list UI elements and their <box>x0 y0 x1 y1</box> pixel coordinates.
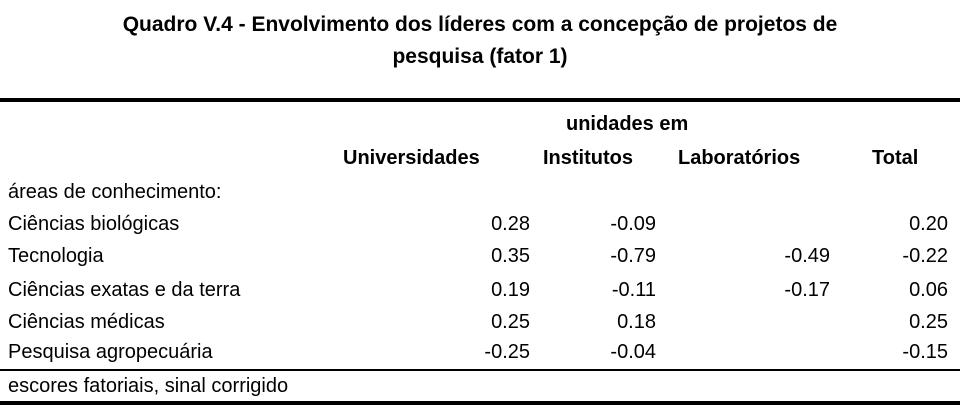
cell-laboratorios: -0.49 <box>784 245 830 267</box>
cell-universidades: 0.35 <box>491 245 530 267</box>
cell-laboratorios: -0.17 <box>784 279 830 301</box>
cell-universidades: 0.28 <box>491 213 530 235</box>
cell-total: 0.20 <box>909 213 948 235</box>
top-rule <box>0 98 960 102</box>
row-label: Tecnologia <box>8 245 104 267</box>
cell-institutos: -0.04 <box>610 341 656 363</box>
column-header-laboratorios: Laboratórios <box>678 147 801 169</box>
column-group-header: unidades em <box>566 113 689 135</box>
row-label: Ciências biológicas <box>8 213 180 235</box>
table-title-line-2: pesquisa (fator 1) <box>392 45 568 68</box>
footnote: escores fatoriais, sinal corrigido <box>8 375 289 397</box>
footnote-rule <box>0 369 960 371</box>
row-label: Ciências exatas e da terra <box>8 279 241 301</box>
row-label: Ciências médicas <box>8 311 165 333</box>
cell-institutos: -0.79 <box>610 245 656 267</box>
cell-total: -0.22 <box>902 245 948 267</box>
cell-universidades: -0.25 <box>484 341 530 363</box>
column-header-universidades: Universidades <box>343 147 480 169</box>
cell-institutos: 0.18 <box>617 311 656 333</box>
bottom-rule <box>0 401 960 405</box>
cell-total: 0.06 <box>909 279 948 301</box>
column-header-institutos: Institutos <box>543 147 633 169</box>
row-label: Pesquisa agropecuária <box>8 341 213 363</box>
column-header-total: Total <box>872 147 919 169</box>
cell-universidades: 0.19 <box>491 279 530 301</box>
cell-universidades: 0.25 <box>491 311 530 333</box>
cell-total: -0.15 <box>902 341 948 363</box>
section-label: áreas de conhecimento: <box>8 181 222 203</box>
cell-total: 0.25 <box>909 311 948 333</box>
cell-institutos: -0.09 <box>610 213 656 235</box>
cell-institutos: -0.11 <box>611 279 656 301</box>
table-title-line-1: Quadro V.4 - Envolvimento dos líderes com a concepção de projetos de <box>122 13 838 36</box>
